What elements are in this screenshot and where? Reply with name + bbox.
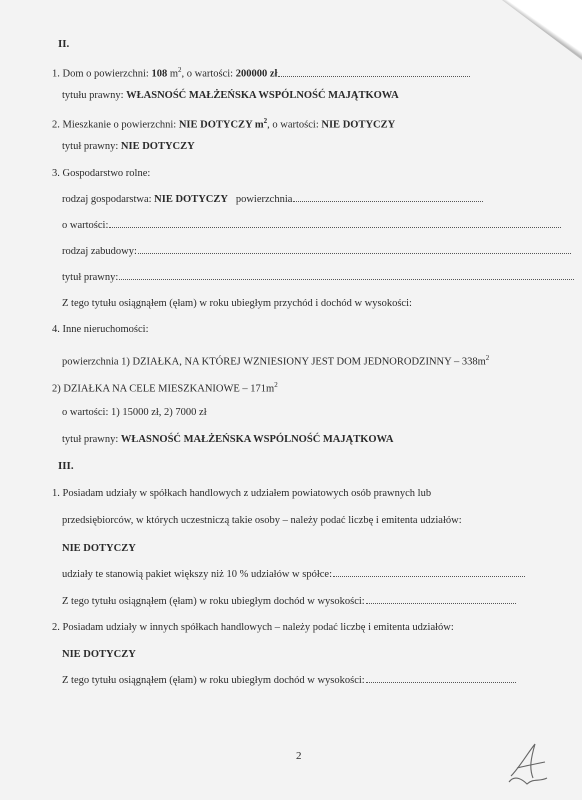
other-shares-answer: NIE DOTYCZY xyxy=(62,649,136,660)
house-line: 1. Dom o powierzchni: 108 $m^2$, o wartości: 200000 zł xyxy=(52,62,582,78)
fill-dots xyxy=(109,225,561,228)
farm-income-line: Z tego tytułu osiągnąłem (ęłam) w roku ubiegłym przychód i dochód w wysokości: xyxy=(62,298,412,309)
other-property-label: 4. Inne nieruchomości: xyxy=(52,324,149,335)
shares-line-2: przedsiębiorców, w których uczestniczą takie osoby – należy podać liczbę i emitenta udziałów: xyxy=(62,515,462,526)
other-property-value: o wartości: 1) 15000 zł, 2) 7000 zł xyxy=(62,407,207,418)
other-property-line-1: powierzchnia 1) DZIAŁKA, NA KTÓREJ WZNIESIONY JEST DOM JEDNORODZINNY – $338m^2$ xyxy=(62,354,490,368)
flat-title-line: tytuł prawny: NIE DOTYCZY xyxy=(62,141,195,152)
other-shares-line-1: 2. Posiadam udziały w innych spółkach handlowych – należy podać liczbę i emitenta udziałów: xyxy=(52,622,454,633)
fill-dots xyxy=(333,574,525,577)
other-property-title-line: tytuł prawny: WŁASNOŚĆ MAŁŻEŃSKA WSPÓLNOŚĆ MAJĄTKOWA xyxy=(62,434,394,445)
signature-mark xyxy=(505,738,550,786)
shares-answer: NIE DOTYCZY xyxy=(62,543,136,554)
fill-dots xyxy=(138,251,571,254)
fill-dots xyxy=(293,199,483,202)
fill-dots xyxy=(366,601,516,604)
shares-pakiet-line: udziały te stanowią pakiet większy niż 10 % udziałów w spółce: xyxy=(62,567,582,583)
house-title-line: tytułu prawny: WŁASNOŚĆ MAŁŻEŃSKA WSPÓLNOŚĆ MAJĄTKOWA xyxy=(62,90,399,101)
section-ii-heading: II. xyxy=(58,38,70,50)
farm-value-line: o wartości: xyxy=(62,218,582,234)
flat-line: 2. Mieszkanie o powierzchni: NIE DOTYCZY $m^2$, o wartości: NIE DOTYCZY xyxy=(52,117,396,131)
fill-dots xyxy=(119,277,574,280)
page-number: 2 xyxy=(296,750,302,762)
other-property-line-2: 2) DZIAŁKA NA CELE MIESZKANIOWE – $171m^2$ xyxy=(52,381,278,395)
other-shares-income-line: Z tego tytułu osiągnąłem (ęłam) w roku ubiegłym dochód w wysokości: xyxy=(62,673,582,689)
fill-dots xyxy=(278,74,470,77)
shares-income-line: Z tego tytułu osiągnąłem (ęłam) w roku ubiegłym dochód w wysokości: xyxy=(62,594,582,610)
section-iii-heading: III. xyxy=(58,460,74,472)
farm-building-line: rodzaj zabudowy: xyxy=(62,244,582,260)
fill-dots xyxy=(366,680,516,683)
farm-label: 3. Gospodarstwo rolne: xyxy=(52,168,151,179)
farm-title-line: tytuł prawny: xyxy=(62,270,582,286)
farm-type-line: rodzaj gospodarstwa: NIE DOTYCZY powierzchnia xyxy=(62,192,582,208)
shares-line-1: 1. Posiadam udziały w spółkach handlowych z udziałem powiatowych osób prawnych lub xyxy=(52,488,432,499)
